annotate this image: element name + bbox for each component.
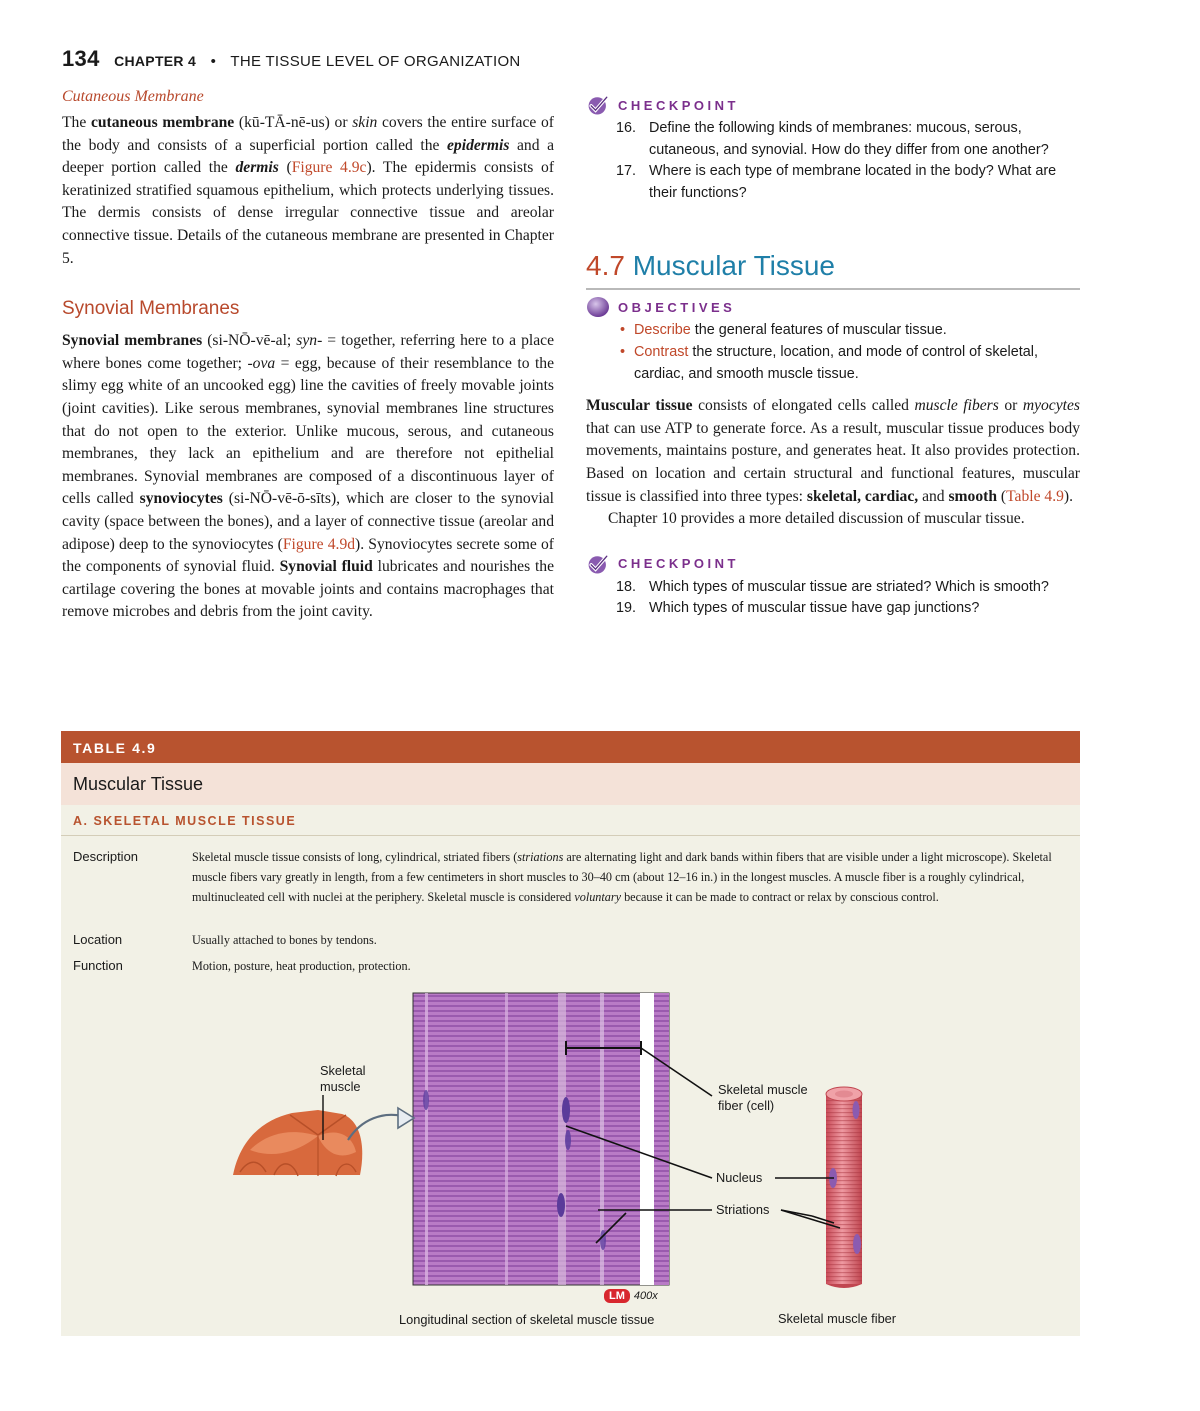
synovial-paragraph: Synovial membranes (si-NŌ-vē-al; syn- = together, referring here to a place where bones come together; -ova = egg, because of their resemblance to the slimy egg white of an uncooked egg) line the cavities of freely movable joints (joint cavities). Like serous membranes, synovial membranes line structures that do not open to the exterior. Unlike mucous, serous, and cutaneous membranes, they lack an epithelium and are therefore not epithelial membranes. Synovial membranes are composed of a discontinuous layer of cells called synoviocytes (si-NŌ-vē-ō-sīts), which are closer to the synovial cavity (space between the bones), and a layer of connective tissue (areolar and adipose) deep to the synoviocytes (Figure 4.9d). Synoviocytes secrete some of the components of synovial fluid. Synovial fluid lubricates and nourishes the cartilage covering the bones at movable joints and contains macrophages that remove microbes and debris from the joint cavity. bbox=[62, 332, 555, 621]
magnification-badge bbox=[604, 1289, 658, 1303]
description-label: Description bbox=[73, 849, 139, 864]
table-link-4-9[interactable]: Table 4.9 bbox=[1006, 487, 1064, 505]
magnification-value: 400x bbox=[633, 1290, 658, 1302]
synovial-heading: Synovial Membranes bbox=[62, 298, 240, 320]
location-value: Usually attached to bones by tendons. bbox=[192, 933, 377, 947]
checkpoint-1-label: CHECKPOINT bbox=[618, 97, 739, 113]
striations-label: Striations bbox=[716, 1202, 770, 1217]
muscle-fiber-illustration bbox=[826, 1087, 862, 1288]
chapter-label: CHAPTER 4 bbox=[114, 53, 197, 69]
muscular-paragraph-2: Chapter 10 provides a more detailed discussion of muscular tissue. bbox=[608, 510, 1025, 528]
chapter-title: THE TISSUE LEVEL OF ORGANIZATION bbox=[230, 53, 521, 70]
table-part-heading: A. SKELETAL MUSCLE TISSUE bbox=[61, 805, 1080, 836]
table-number-bar: TABLE 4.9 bbox=[61, 731, 1080, 763]
objective-item: • Describe the general features of muscular tissue. bbox=[616, 320, 1080, 342]
figure-link-4-9c[interactable]: Figure 4.9c bbox=[291, 159, 367, 177]
page-number: 134 bbox=[62, 46, 100, 71]
micrograph bbox=[413, 993, 669, 1285]
table-title: Muscular Tissue bbox=[61, 763, 1080, 805]
objective-item: • Contrast the structure, location, and mode of control of skeletal, cardiac, and smooth muscle tissue. bbox=[616, 342, 1080, 385]
cutaneous-heading: Cutaneous Membrane bbox=[62, 88, 204, 105]
checkpoint-2-label: CHECKPOINT bbox=[618, 556, 739, 572]
nucleus-label: Nucleus bbox=[716, 1170, 763, 1185]
skeletal-muscle-fiber-cell-label: Skeletal muscle fiber (cell) bbox=[718, 1082, 808, 1113]
description-value: Skeletal muscle tissue consists of long, cylindrical, striated fibers (striations are alternating light and dark bands within fibers that are visible under a light microscope). Skeletal muscle fibers vary greatly in length, from a few centimeters in short muscles to 30–40 cm (about 12–16 in.) in the longest muscles. A muscle fiber is a roughly cylindrical, multinucleated cell with nuclei at the periphery. Skeletal muscle is considered voluntary because it can be made to contract or relax by conscious control. bbox=[192, 850, 1052, 904]
caption-fiber: Skeletal muscle fiber bbox=[778, 1311, 897, 1326]
cutaneous-paragraph: The cutaneous membrane (kū-TĀ-nē-us) or skin covers the entire surface of the body and consists of a superficial portion called the epidermis and a deeper portion called the dermis (Figure 4.9c). The epidermis consists of keratinized stratified squamous epithelium, which protects underlying tissues. The dermis consists of dense irregular connective tissue and areolar connective tissue. Details of the cutaneous membrane are presented in Chapter 5. bbox=[62, 114, 555, 267]
muscular-paragraph-1: Muscular tissue consists of elongated cells called muscle fibers or myocytes that can use ATP to generate force. As a result, muscular tissue produces body movements, maintains posture, and generates heat. It also provides protection. Based on location and certain structural and functional features, muscular tissue is classified into three types: skeletal, cardiac, and smooth (Table 4.9). bbox=[586, 397, 1080, 505]
header-separator: • bbox=[210, 53, 217, 70]
section-title: 4.7 Muscular Tissue bbox=[586, 250, 1080, 290]
lm-badge: LM bbox=[604, 1289, 630, 1303]
checkpoint-question: 18. Which types of muscular tissue are striated? Which is smooth? bbox=[616, 578, 1049, 595]
figure-link-4-9d[interactable]: Figure 4.9d bbox=[282, 535, 356, 553]
location-label: Location bbox=[73, 932, 123, 947]
torso-muscle-illustration bbox=[233, 1110, 362, 1176]
function-value: Motion, posture, heat production, protection. bbox=[192, 959, 411, 973]
checkpoint-question: 17. Where is each type of membrane located in the body? What are their functions? bbox=[616, 163, 1057, 201]
skeletal-muscle-label: Skeletal muscle bbox=[320, 1063, 366, 1094]
caption-micrograph: Longitudinal section of skeletal muscle tissue bbox=[399, 1312, 655, 1327]
checkpoint-question: 16. Define the following kinds of membranes: mucous, serous, cutaneous, and synovial. How do they differ from one another? bbox=[616, 120, 1049, 158]
objectives-label: OBJECTIVES bbox=[618, 299, 736, 315]
function-label: Function bbox=[73, 958, 123, 973]
checkpoint-question: 19. Which types of muscular tissue have gap junctions? bbox=[616, 600, 980, 617]
